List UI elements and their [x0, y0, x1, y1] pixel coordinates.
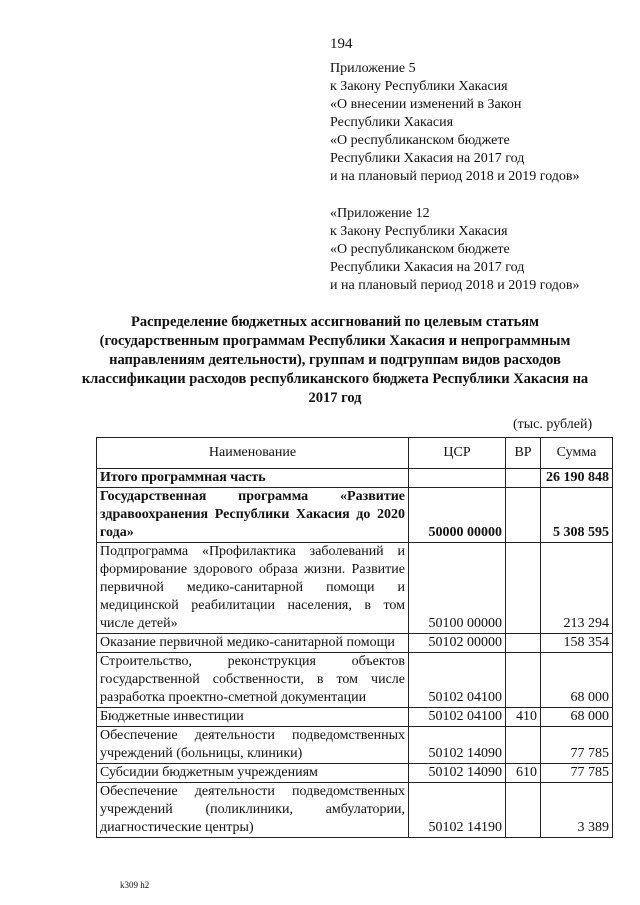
appendix-5-line: «О внесении изменений в Закон: [330, 97, 522, 112]
row-csr: 50102 14190: [409, 783, 506, 838]
row-sum: 26 190 848: [541, 469, 613, 488]
appendix-5-line: Республики Хакасия на 2017 год: [330, 151, 525, 166]
appendix-12-line: «О республиканском бюджете: [330, 242, 510, 257]
row-vr: [506, 634, 541, 653]
row-vr: 610: [506, 764, 541, 783]
row-csr: 50102 14090: [409, 764, 506, 783]
column-header-vr: ВР: [506, 438, 541, 469]
table-row: [97, 764, 613, 783]
table-row: [97, 543, 613, 634]
row-name: Оказание первичной медико-санитарной помощи: [97, 634, 409, 653]
row-csr: 50100 00000: [409, 543, 506, 634]
appendix-12-line: и на плановый период 2018 и 2019 годов»: [330, 278, 580, 293]
table-header-row: [97, 438, 613, 469]
row-csr: 50102 00000: [409, 634, 506, 653]
row-name: Субсидии бюджетным учреждениям: [97, 764, 409, 783]
appendix-5-line: и на плановый период 2018 и 2019 годов»: [330, 169, 580, 184]
table-row: [97, 708, 613, 727]
appendix-5-line: Республики Хакасия: [330, 115, 454, 130]
row-sum: 158 354: [541, 634, 613, 653]
budget-table: [96, 437, 613, 838]
column-header-name: Наименование: [97, 438, 409, 469]
row-csr: 50102 04100: [409, 708, 506, 727]
row-csr: 50000 00000: [409, 488, 506, 543]
table-row: [97, 653, 613, 708]
row-vr: [506, 727, 541, 764]
column-header-csr: ЦСР: [409, 438, 506, 469]
row-vr: 410: [506, 708, 541, 727]
row-name: Подпрограмма «Профилактика заболеваний и формирование здорового образа жизни. Развитие первичной медико-санитарной помощи и медицинской реабилитации населения, в том числе детей»: [97, 543, 409, 634]
row-vr: [506, 543, 541, 634]
row-name: Обеспечение деятельности подведомственных учреждений (поликлиники, амбулатории, диагностические центры): [97, 783, 409, 838]
row-csr: 50102 14090: [409, 727, 506, 764]
footer-code: k309 h2: [120, 880, 150, 890]
units-label: (тыс. рублей): [513, 417, 593, 432]
row-name: Строительство, реконструкция объектов государственной собственности, в том числе разработка проектно-сметной документации: [97, 653, 409, 708]
row-sum: 77 785: [541, 764, 613, 783]
column-header-sum: Сумма: [541, 438, 613, 469]
appendix-5-line: к Закону Республики Хакасия: [330, 79, 508, 94]
row-sum: 77 785: [541, 727, 613, 764]
appendix-12-line: «Приложение 12: [330, 206, 430, 221]
row-sum: 68 000: [541, 708, 613, 727]
table-row: [97, 469, 613, 488]
appendix-12-line: к Закону Республики Хакасия: [330, 224, 508, 239]
row-sum: 68 000: [541, 653, 613, 708]
appendix-5-header: [330, 60, 580, 186]
row-vr: [506, 783, 541, 838]
appendix-12-header: [330, 205, 580, 295]
row-csr: [409, 469, 506, 488]
document-title: Распределение бюджетных ассигнований по целевым статьям (государственным программам Республики Хакасия и непрограммным направлениям деятельности), группам и подгруппам видов расходов классификации расходов республиканского бюджета Республики Хакасия на 2017 год: [81, 314, 589, 406]
row-vr: [506, 469, 541, 488]
table-row: [97, 634, 613, 653]
row-csr: 50102 04100: [409, 653, 506, 708]
row-sum: 5 308 595: [541, 488, 613, 543]
page-number: 194: [330, 36, 353, 52]
row-vr: [506, 488, 541, 543]
row-vr: [506, 653, 541, 708]
row-name: Бюджетные инвестиции: [97, 708, 409, 727]
appendix-5-line: Приложение 5: [330, 61, 416, 76]
appendix-12-line: Республики Хакасия на 2017 год: [330, 260, 525, 275]
table-row: [97, 783, 613, 838]
table-row: [97, 488, 613, 543]
row-name: Обеспечение деятельности подведомственных учреждений (больницы, клиники): [97, 727, 409, 764]
row-name: Государственная программа «Развитие здравоохранения Республики Хакасия до 2020 года»: [97, 488, 409, 543]
row-sum: 213 294: [541, 543, 613, 634]
row-name: Итого программная часть: [97, 469, 409, 488]
appendix-5-line: «О республиканском бюджете: [330, 133, 510, 148]
table-row: [97, 727, 613, 764]
row-sum: 3 389: [541, 783, 613, 838]
